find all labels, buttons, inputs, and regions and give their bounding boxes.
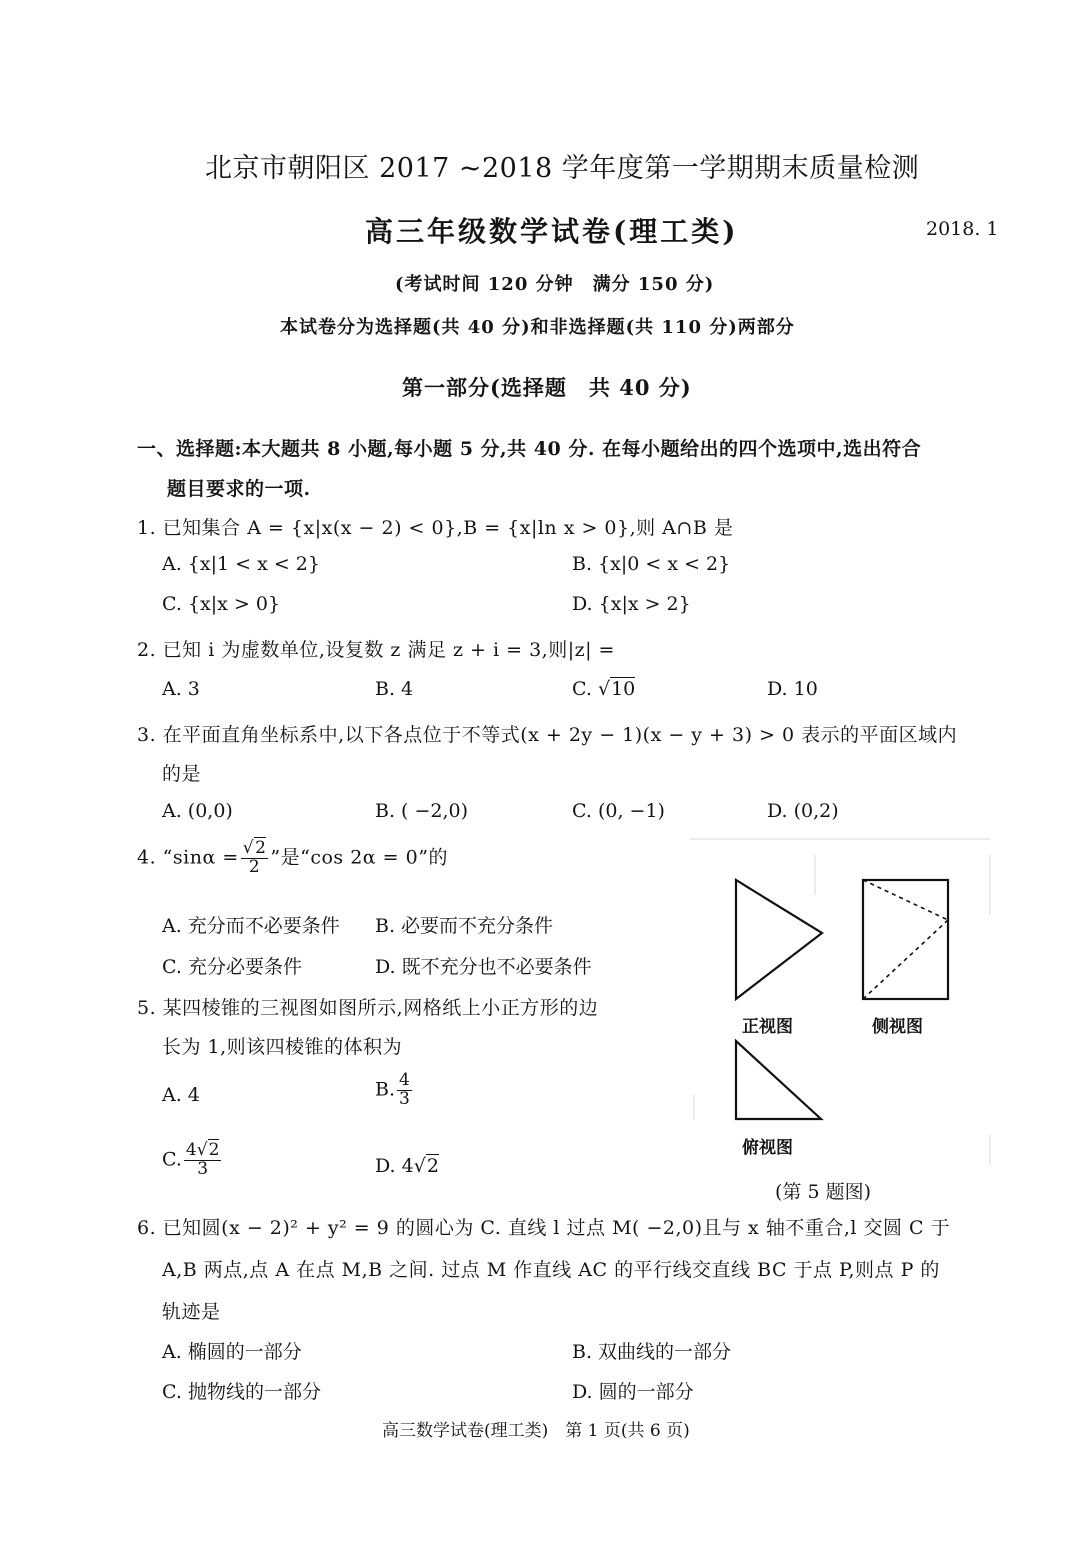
- q3-option-d: D. (0,2): [767, 800, 839, 822]
- q2-option-b: B. 4: [375, 678, 414, 700]
- q5-three-view-figure: [690, 835, 1000, 1175]
- q6-option-c: C. 抛物线的一部分: [162, 1381, 321, 1403]
- q1-option-c: C. {x|x > 0}: [162, 593, 281, 615]
- exam-subtitle: 高三年级数学试卷(理工类): [365, 215, 739, 248]
- q2-option-a: A. 3: [162, 678, 200, 700]
- q6-stem-line1: 6. 已知圆(x − 2)² + y² = 9 的圆心为 C. 直线 l 过点 M( −2,0)且与 x 轴不重合,l 交圆 C 于: [137, 1217, 951, 1239]
- q1-option-d: D. {x|x > 2}: [572, 593, 691, 615]
- q6-stem-line3: 轨迹是: [162, 1301, 221, 1323]
- q4-option-a: A. 充分而不必要条件: [162, 915, 340, 937]
- part1-heading: 第一部分(选择题 共 40 分): [402, 375, 692, 400]
- q5-stem-line2: 长为 1,则该四棱锥的体积为: [162, 1036, 403, 1058]
- side-view-rectangle: [863, 880, 948, 999]
- q1-option-b: B. {x|0 < x < 2}: [572, 553, 731, 575]
- exam-info: (考试时间 120 分钟 满分 150 分): [395, 274, 715, 295]
- q5-stem-line1: 5. 某四棱锥的三视图如图所示,网格纸上小正方形的边: [137, 997, 599, 1019]
- q3-stem-line1: 3. 在平面直角坐标系中,以下各点位于不等式(x + 2y − 1)(x − y + 3) > 0 表示的平面区域内: [137, 724, 958, 746]
- front-view-label: 正视图: [742, 1017, 793, 1037]
- exam-title: 北京市朝阳区 2017 ~2018 学年度第一学期期末质量检测: [205, 153, 920, 184]
- q2-stem: 2. 已知 i 为虚数单位,设复数 z 满足 z + i = 3,则|z| =: [137, 639, 615, 661]
- q6-option-b: B. 双曲线的一部分: [572, 1341, 732, 1363]
- page-footer: 高三数学试卷(理工类) 第 1 页(共 6 页): [382, 1421, 690, 1441]
- exam-composition: 本试卷分为选择题(共 40 分)和非选择题(共 110 分)两部分: [280, 317, 795, 338]
- exam-date: 2018. 1: [926, 218, 999, 240]
- q5-option-d: D. 4√2: [375, 1155, 439, 1177]
- part1-instruction-line2: 题目要求的一项.: [167, 478, 311, 500]
- q4-fraction: $\frac{√2}{2}$: [242, 838, 267, 877]
- q2-option-c-label: C.: [572, 678, 592, 700]
- figure-caption: (第 5 题图): [775, 1181, 871, 1203]
- top-view-triangle: [736, 1041, 821, 1119]
- q3-option-a: A. (0,0): [162, 800, 233, 822]
- part1-instruction-line1: 一、选择题:本大题共 8 小题,每小题 5 分,共 40 分. 在每小题给出的四个选项中,选出符合: [137, 438, 922, 460]
- top-view-label: 俯视图: [742, 1138, 793, 1158]
- q2-option-d: D. 10: [767, 678, 818, 700]
- q4-stem-prefix: 4. “sinα =: [137, 846, 239, 869]
- q3-option-c: C. (0, −1): [572, 800, 665, 822]
- front-view-triangle: [736, 880, 822, 999]
- q5-option-a: A. 4: [162, 1084, 200, 1106]
- q6-stem-line2: A,B 两点,点 A 在点 M,B 之间. 过点 M 作直线 AC 的平行线交直线 BC 于点 P,则点 P 的: [162, 1259, 940, 1281]
- q5-option-c: C. $\frac{4√2}{3}$: [162, 1140, 220, 1179]
- q3-option-b: B. ( −2,0): [375, 800, 469, 822]
- q6-option-a: A. 椭圆的一部分: [162, 1341, 302, 1363]
- q2-option-c: C. √10: [572, 678, 636, 700]
- q1-option-a: A. {x|1 < x < 2}: [162, 553, 320, 575]
- side-view-label: 侧视图: [872, 1017, 923, 1037]
- q3-stem-line2: 的是: [162, 763, 202, 785]
- q1-stem: 1. 已知集合 A = {x|x(x − 2) < 0},B = {x|ln x > 0},则 A∩B 是: [137, 517, 734, 539]
- q4-option-b: B. 必要而不充分条件: [375, 915, 554, 937]
- q5-option-b: B. $\frac{4}{3}$: [375, 1070, 410, 1109]
- q4-stem: [137, 840, 448, 877]
- q4-option-c: C. 充分必要条件: [162, 956, 302, 978]
- q4-option-d: D. 既不充分也不必要条件: [375, 956, 592, 978]
- q6-option-d: D. 圆的一部分: [572, 1381, 694, 1403]
- q2-option-c-radicand: 10: [611, 678, 636, 700]
- q4-stem-suffix: ”是“cos 2α = 0”的: [270, 846, 448, 869]
